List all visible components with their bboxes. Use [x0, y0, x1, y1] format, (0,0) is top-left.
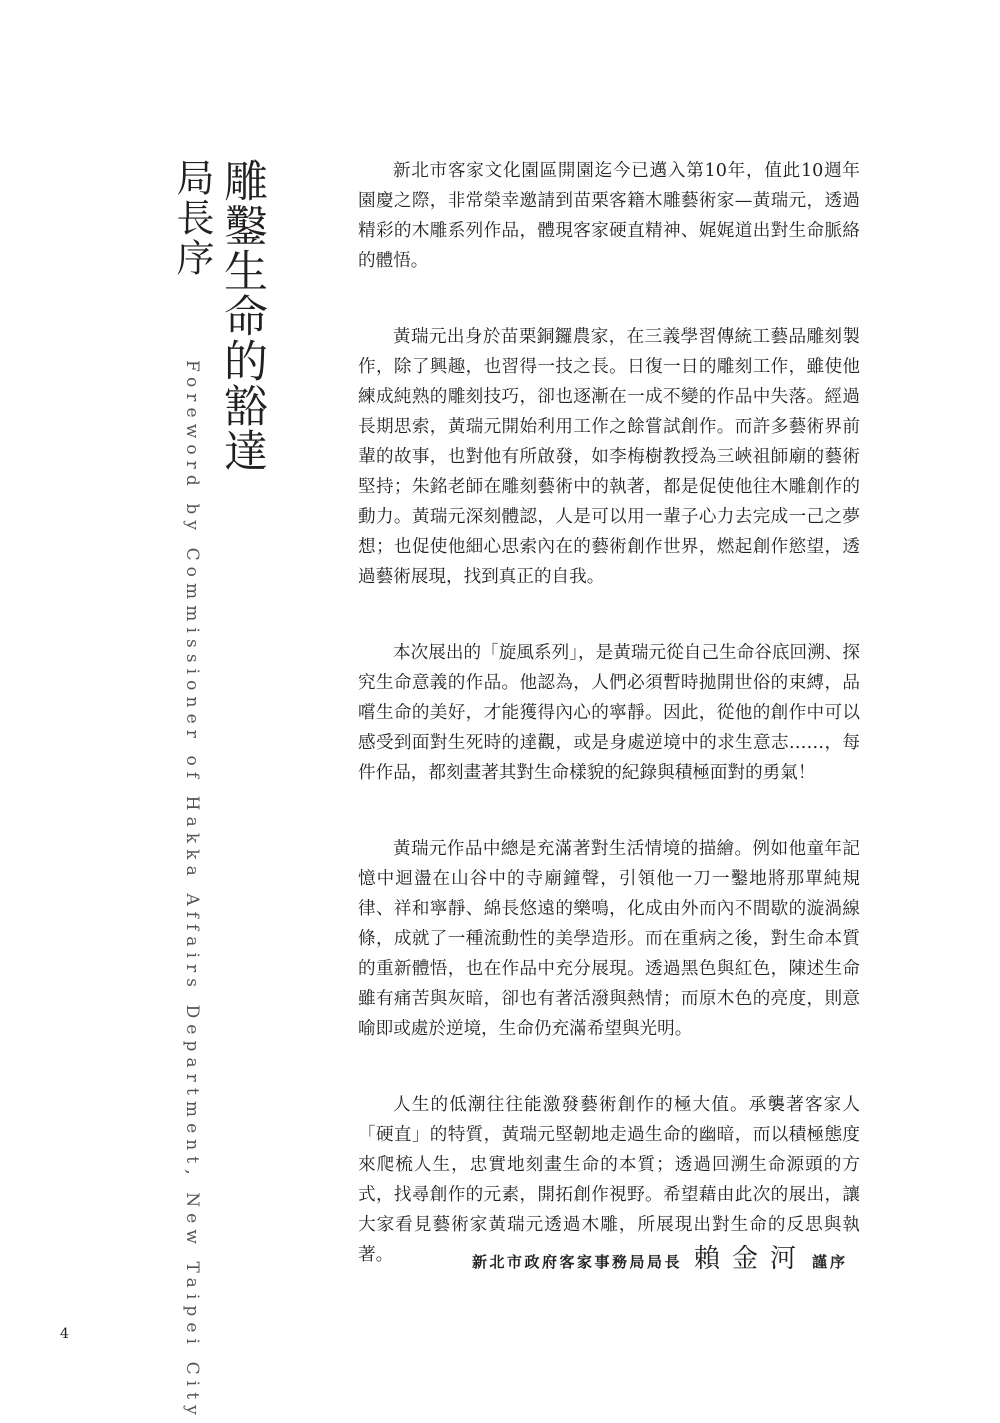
body-text	[358, 156, 860, 1316]
sub-title: 局長序	[170, 158, 214, 278]
paragraph-2: 黃瑞元出身於苗栗銅鑼農家，在三義學習傳統工藝品雕刻製作，除了興趣，也習得一技之長。日復一日的雕刻工作，雖使他練成純熟的雕刻技巧，卻也逐漸在一成不變的作品中失落。經過長期思索，黃瑞元開始利用工作之餘嘗試創作。而許多藝術界前輩的故事，也對他有所啟發，如李梅樹教授為三峽祖師廟的藝術堅持；朱銘老師在雕刻藝術中的執著，都是促使他往木雕創作的動力。黃瑞元深刻體認，人是可以用一輩子心力去完成一己之夢想；也促使他細心思索內在的藝術創作世界，燃起創作慾望，透過藝術展現，找到真正的自我。	[358, 327, 860, 587]
paragraph-1: 新北市客家文化園區開園迄今已邁入第10年，值此10週年園慶之際，非常榮幸邀請到苗栗客籍木雕藝術家—黃瑞元，透過精彩的木雕系列作品，體現客家硬直精神、娓娓道出對生命脈絡的體悟。	[358, 161, 860, 271]
english-title: Foreword by Commissioner of Hakka Affairs Department, New Taipei City	[182, 360, 202, 1421]
paragraph-3: 本次展出的「旋風系列」，是黃瑞元從自己生命谷底回溯、探究生命意義的作品。他認為，人們必須暫時拋開世俗的束縛，品嚐生命的美好，才能獲得內心的寧靜。因此，從他的創作中可以感受到面對生死時的達觀，或是身處逆境中的求生意志……，每件作品，都刻畫著其對生命樣貌的紀錄與積極面對的勇氣！	[358, 643, 860, 783]
signature-suffix: 謹序	[811, 1253, 848, 1271]
main-title: 雕鑿生命的豁達	[216, 158, 267, 473]
paragraph-5: 人生的低潮往往能激發藝術創作的極大值。承襲著客家人「硬直」的特質，黃瑞元堅韌地走過生命的幽暗，而以積極態度來爬梳人生，忠實地刻畫生命的本質；透過回溯生命源頭的方式，找尋創作的元素，開拓創作視野。希望藉由此次的展出，讓大家看見藝術家黃瑞元透過木雕，所展現出對生命的反思與執著。	[358, 1095, 860, 1265]
signature-line	[472, 1238, 848, 1275]
paragraph-4: 黃瑞元作品中總是充滿著對生活情境的描繪。例如他童年記憶中迴盪在山谷中的寺廟鐘聲，引領他一刀一鑿地將那單純規律、祥和寧靜、綿長悠遠的樂鳴，化成由外而內不間歇的漩渦線條，成就了一種流動性的美學造形。而在重病之後，對生命本質的重新體悟，也在作品中充分展現。透過黑色與紅色，陳述生命雖有痛苦與灰暗，卻也有著活潑與熱情；而原木色的亮度，則意喻即或處於逆境，生命仍充滿希望與光明。	[358, 839, 860, 1039]
page-number: 4	[60, 1326, 69, 1342]
signature-org: 新北市政府客家事務局局長	[471, 1253, 682, 1271]
signature-name: 賴金河	[693, 1244, 808, 1274]
